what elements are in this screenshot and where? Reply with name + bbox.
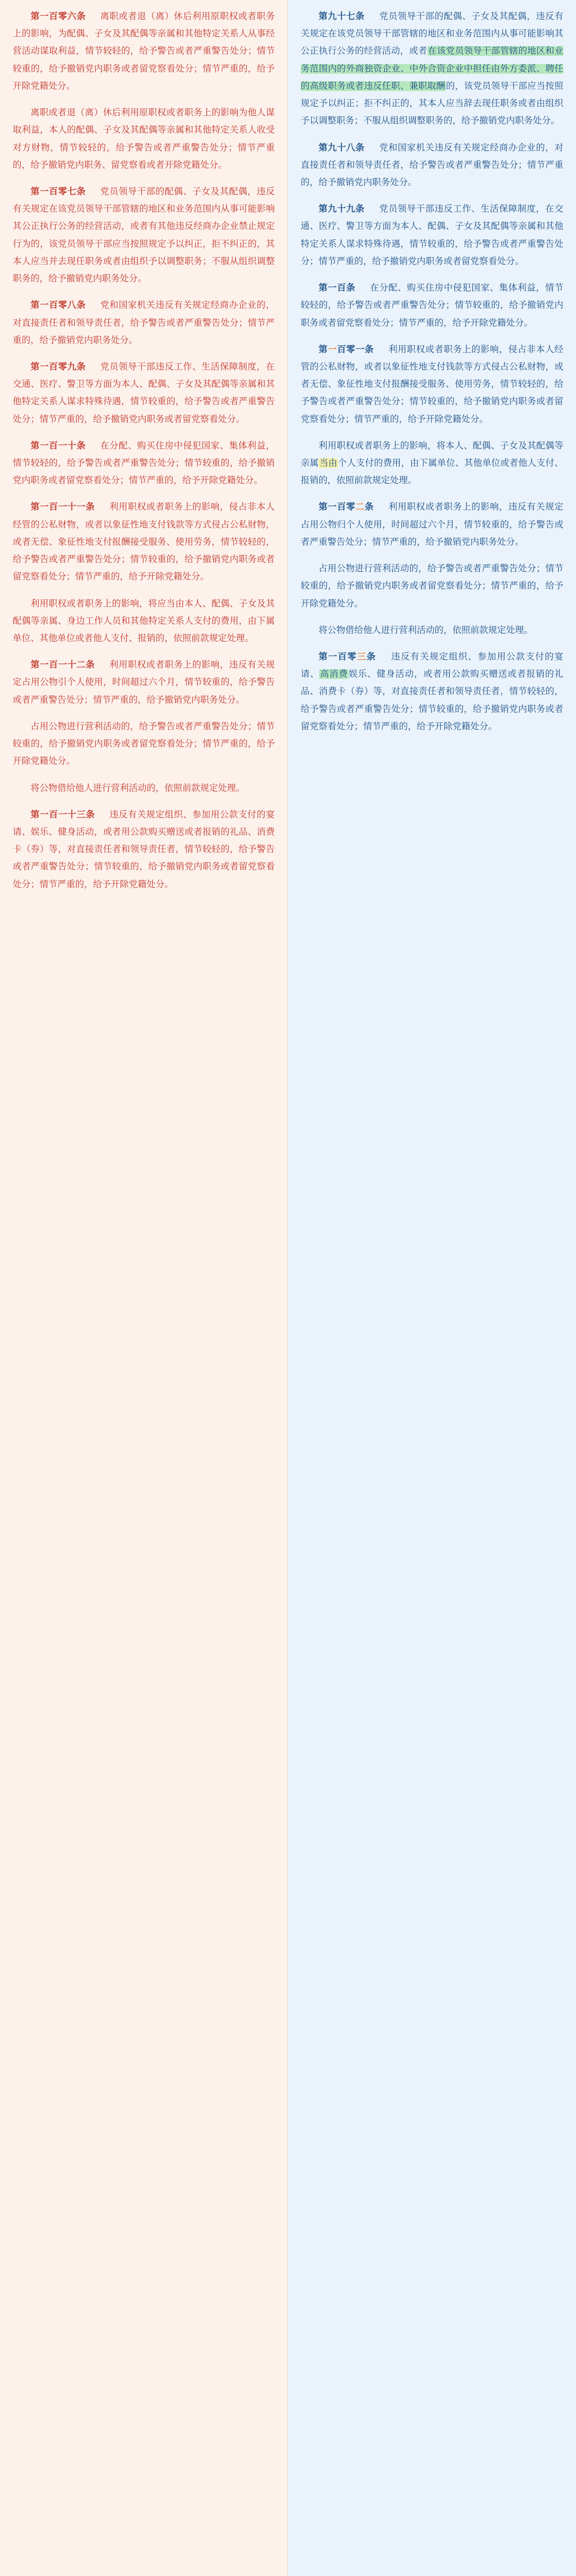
article-number-l-108: 第一百零八条 [31,300,86,311]
article-number-l-111: 第一百一十一条 [31,502,95,512]
paragraph-r-101b [301,437,563,490]
paragraph-l-109 [13,359,275,428]
paragraph-l-110 [13,437,275,490]
article-number-r-102: 第一百零二条 [319,502,374,512]
paragraph-l-106b [13,104,275,174]
article-number-l-113: 第一百一十三条 [31,809,95,820]
article-number-r-100: 第一百条 [319,283,356,293]
paragraph-r-102b [301,560,563,613]
article-number-l-106: 第一百零六条 [31,12,86,21]
paragraph-l-111b [13,595,275,648]
text-run: 党员领导干部的配偶、子女及其配偶，违反有关规定在该党员领导干部管辖的地区和业务范围内从事可能影响其公正执行公务的经营活动，或者 [301,12,563,56]
paragraph-l-106 [13,8,275,95]
paragraph-l-112 [13,657,275,709]
paragraph-l-113 [13,806,275,893]
text-run: 个人支付的费用，由下属单位、其他单位或者他人支付、报销的，依照前款规定处理。 [301,458,563,486]
text-run: 利用职权或者职务上的影响，将本人、配偶、子女及其配偶等亲属 [301,440,563,469]
article-number-change: 三 [357,652,367,662]
paragraph-text-l-112b: 占用公物进行营利活动的，给予警告或者严重警告处分；情节较重的，给予撤销党内职务或者留党察看处分；情节严重的，给予开除党籍处分。 [13,721,275,767]
paragraph-text-l-108: 党和国家机关违反有关规定经商办企业的，对直接责任者和领导责任者，给予警告或者严重警告处分；情节严重的，给予撤销党内职务处分。 [13,300,275,345]
paragraph-l-112c [13,780,275,797]
paragraph-l-107 [13,183,275,288]
text-run: 在该党员领导干部管辖的地区和业务范围内的外商独资企业、中外合资企业中担任由外方委派、聘任的高级职务或者违反任职、兼职取酬 [301,46,563,91]
paragraph-text-l-111b: 利用职权或者职务上的影响，将应当由本人、配偶、子女及其配偶等亲属、身边工作人员和其他特定关系人支付的费用，由下属单位、其他单位或者他人支付、报销的，依照前款规定处理。 [13,598,275,643]
text-run: 当由 [319,458,338,469]
paragraph-l-111 [13,499,275,586]
paragraph-text-l-107: 党员领导干部的配偶、子女及其配偶，违反有关规定在该党员领导干部管辖的地区和业务范围内从事可能影响其公正执行公务的经营活动，或者有其他违反经商办企业禁止规定行为的，该党员领导干部应当按照规定予以纠正，拒不纠正的，其本人应当并去现任职务或者由组织予以调整职务；不服从组织调整职务的，给予撤销党内职务处分。 [13,186,275,284]
article-number-r-98: 第九十八条 [319,142,365,153]
text-run: 将公物借给他人进行营利活动的，依照前款规定处理。 [319,625,533,635]
paragraph-r-102c [301,622,563,639]
text-run: 党员领导干部违反工作、生活保障制度，在交通、医疗、警卫等方面为本人、配偶、子女及其配偶等亲属和其他特定关系人谋求特殊待遇，情节较重的，给予警告或者严重警告处分；情节严重的，给予撤销党内职务或者留党察看处分。 [301,204,563,266]
article-number-l-110: 第一百一十条 [31,440,86,451]
text-run: 高消费 [320,669,348,680]
article-number-l-112: 第一百一十二条 [31,660,95,670]
paragraph-r-99 [301,201,563,270]
paragraph-text-l-106b: 离职或者退（离）休后利用原职权或者职务上的影响为他人谋取利益，本人的配偶、子女及其配偶等亲属和其他特定关系人收受对方财物，情节较轻的，给予警告或者严重警告处分；情节严重的，给予撤销党内职务、留党察看或者开除党籍处分。 [13,108,275,170]
paragraph-r-98 [301,139,563,192]
paragraph-l-108 [13,297,275,349]
column-revised [288,0,576,2576]
text-run: 利用职权或者职务上的影响，违反有关规定占用公物归个人使用，时间超过六个月，情节较重的，给予警告或者严重警告处分；情节严重的，给予撤销党内职务处分。 [301,502,563,547]
article-number-r-99: 第九十九条 [319,204,365,214]
text-run: 娱乐、健身活动，或者用公款购买赠送或者报销的礼品、消费卡（券）等，对直接责任者和领导责任者，情节较轻的，给予警告或者严重警告处分；情节较重的，给予撤销党内职务或者留党察看处分；情节严重的，给予开除党籍处分。 [301,669,563,731]
article-number-l-107: 第一百零七条 [31,186,86,197]
paragraph-r-101 [301,341,563,428]
text-run: 利用职权或者职务上的影响，侵占非本人经管的公私财物，或者以象征性地支付钱款等方式侵占公私财物，或者无偿、象征性地支付报酬接受服务、使用劳务，情节较轻的，给予警告或者严重警告处分；情节较重的，给予撤销党内职务或者留党察看处分；情节严重的，给予开除党籍处分。 [301,344,563,424]
paragraph-r-103 [301,648,563,736]
paragraph-text-l-106: 离职或者退（离）休后利用原职权或者职务上的影响，为配偶、子女及其配偶等亲属和其他特定关系人从事经营活动谋取利益，情节较轻的，给予警告或者严重警告处分；情节较重的，给予撤销党内职务或者留党察看处分；情节严重的，给予开除党籍处分。 [13,12,275,91]
paragraph-text-l-112c: 将公物借给他人进行营利活动的，依照前款规定处理。 [31,783,245,793]
text-run: 违反有关规定组织、参加用公款支付的宴请、 [301,652,563,680]
paragraph-text-l-110: 在分配、购买住房中侵犯国家、集体利益，情节较轻的，给予警告或者严重警告处分；情节较重的，给予撤销党内职务或者留党察看处分；情节严重的，给予开除党籍处分。 [13,440,275,486]
paragraph-r-102 [301,499,563,551]
text-run: 的，该党员领导干部应当按照规定予以纠正；拒不纠正的，其本人应当辞去现任职务或者由组织予以调整职务；不服从组织调整职务的，给予撤销党内职务处分。 [301,81,563,126]
paragraph-r-100 [301,280,563,332]
revised-paragraph-host [301,8,563,736]
text-run: 占用公物进行营利活动的，给予警告或者严重警告处分；情节较重的，给予撤销党内职务或者留党察看处分；情节严重的，给予开除党籍处分。 [301,564,563,609]
article-number-l-109: 第一百零九条 [31,361,86,372]
article-number-change: 一 [328,344,338,354]
article-number-r-103: 第一百零三条 [319,652,377,662]
text-run: 党和国家机关违反有关规定经商办企业的，对直接责任者和领导责任者，给予警告或者严重警告处分；情节严重的，给予撤销党内职务处分。 [301,142,563,187]
paragraph-text-l-111: 利用职权或者职务上的影响，侵占非本人经管的公私财物，或者以象征性地支付钱款等方式侵占公私财物，或者无偿、象征性地支付报酬接受服务、使用劳务，情节较轻的，给予警告或者严重警告处分；情节较重的，给予撤销党内职务或者留党察看处分；情节严重的，给予开除党籍处分。 [13,502,275,582]
paragraph-r-97 [301,8,563,130]
paragraph-text-l-113: 违反有关规定组织、参加用公款支付的宴请、娱乐、健身活动，或者用公款购买赠送或者报销的礼品、消费卡（券）等，对直接责任者和领导责任者，情节较轻的，给予警告或者严重警告处分；情节较重的，给予撤销党内职务或者留党察看处分；情节严重的，给予开除党籍处分。 [13,809,275,889]
paragraph-text-l-109: 党员领导干部违反工作、生活保障制度，在交通、医疗、警卫等方面为本人、配偶、子女及其配偶等亲属和其他特定关系人谋求特殊待遇，情节较重的，给予警告或者严重警告处分；情节严重的，给予撤销党内职务或者留党察看处分。 [13,361,275,424]
paragraph-text-l-112: 利用职权或者职务上的影响，违反有关规定占用公物引个人使用，时间超过六个月，情节较重的，给予警告或者严重警告处分；情节严重的，给予撤销党内职务处分。 [13,660,275,705]
article-number-change: 二 [355,502,365,512]
article-number-r-101: 第一百零一条 [319,344,374,354]
text-run: 在分配、购买住房中侵犯国家、集体利益，情节较轻的，给予警告或者严重警告处分；情节较重的，给予撤销党内职务或者留党察看处分；情节严重的，给予开除党籍处分。 [301,283,563,328]
article-number-r-97: 第九十七条 [319,12,365,21]
paragraph-l-112b [13,718,275,771]
